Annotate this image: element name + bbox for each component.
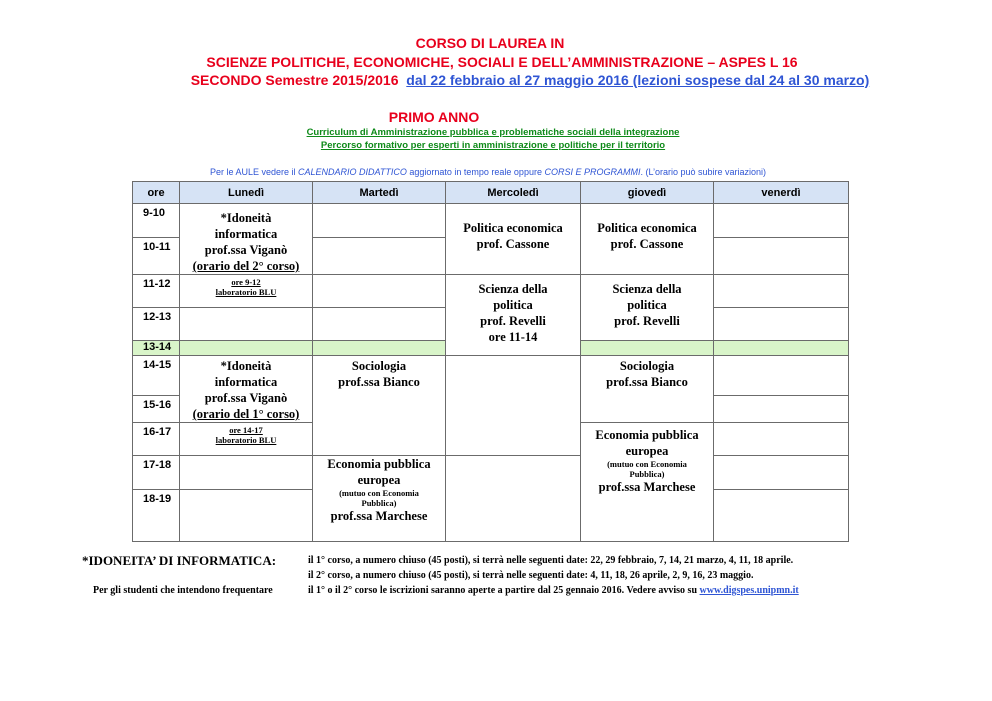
hour-cell: 11-12 <box>133 275 180 308</box>
monday-empty <box>180 490 313 542</box>
table-row <box>133 204 849 238</box>
tuesday-empty <box>313 275 446 308</box>
thursday-economia-pubblica: Economia pubblica europea (mutuo con Economia Pubblica) prof.ssa Marchese <box>581 423 714 542</box>
tuesday-empty <box>313 204 446 238</box>
thursday-scienza-politica: Scienza della politica prof. Revelli <box>581 275 714 341</box>
thursday-sociologia: Sociologia prof.ssa Bianco <box>581 356 714 423</box>
table-header-row <box>133 182 849 204</box>
wednesday-politica-economica: Politica economica prof. Cassone <box>446 204 581 275</box>
friday-empty <box>714 395 849 422</box>
thursday-empty <box>581 341 714 356</box>
monday-pm-course: *Idoneità informatica prof.ssa Viganò (orario del 1° corso) <box>180 356 313 423</box>
monday-am-course: *Idoneità informatica prof.ssa Viganò (orario del 2° corso) <box>180 204 313 275</box>
friday-empty <box>714 308 849 341</box>
footer-title: *IDONEITA’ DI INFORMATICA: <box>82 553 277 568</box>
col-header-monday: Lunedì <box>180 182 313 204</box>
friday-empty <box>714 423 849 456</box>
footer-registration-note: il 1° o il 2° corso le iscrizioni saranno aperte a partire dal 25 gennaio 2016. Vedere avviso su www.digspes.unipmn.it <box>308 585 799 596</box>
hour-cell: 17-18 <box>133 456 180 490</box>
friday-empty <box>714 456 849 490</box>
website-link[interactable]: www.digspes.unipmn.it <box>699 585 799 596</box>
col-header-friday: venerdì <box>714 182 849 204</box>
hour-cell: 18-19 <box>133 490 180 542</box>
footer-first-course: il 1° corso, a numero chiuso (45 posti), si terrà nelle seguenti date: 22, 29 febbraio, 7, 14, 21 marzo, 4, 11, 18 aprile. <box>308 555 794 566</box>
curriculum-line: Curriculum di Amministrazione pubblica e problematiche sociali della integrazione <box>306 127 680 138</box>
friday-empty <box>714 275 849 308</box>
hour-cell: 15-16 <box>133 395 180 422</box>
semester-label: SECONDO Semestre 2015/2016 <box>190 72 399 88</box>
hour-cell: 13-14 <box>133 341 180 356</box>
wednesday-scienza-politica: Scienza della politica prof. Revelli ore 11-14 <box>446 275 581 356</box>
monday-pm-note: ore 14-17 laboratorio BLU <box>180 423 313 456</box>
wednesday-empty <box>446 356 581 456</box>
course-name: SCIENZE POLITICHE, ECONOMICHE, SOCIALI E DELL’AMMINISTRAZIONE – ASPES L 16 <box>206 54 798 70</box>
friday-empty <box>714 490 849 542</box>
wednesday-empty <box>446 456 581 542</box>
course-title: CORSO DI LAUREA IN <box>415 35 565 51</box>
friday-empty <box>714 341 849 356</box>
monday-empty <box>180 341 313 356</box>
tuesday-economia-pubblica: Economia pubblica europea (mutuo con Economia Pubblica) prof.ssa Marchese <box>313 456 446 542</box>
friday-empty <box>714 238 849 275</box>
col-header-thursday: giovedì <box>581 182 714 204</box>
hour-cell: 9-10 <box>133 204 180 238</box>
thursday-politica-economica: Politica economica prof. Cassone <box>581 204 714 275</box>
semester-dates: dal 22 febbraio al 27 maggio 2016 (lezioni sospese dal 24 al 30 marzo) <box>406 72 870 88</box>
table-row <box>133 456 849 490</box>
table-row <box>133 356 849 396</box>
hour-cell: 12-13 <box>133 308 180 341</box>
col-header-tuesday: Martedì <box>313 182 446 204</box>
tuesday-empty <box>313 341 446 356</box>
friday-empty <box>714 204 849 238</box>
hour-cell: 10-11 <box>133 238 180 275</box>
col-header-hours: ore <box>133 182 180 204</box>
tuesday-empty <box>313 238 446 275</box>
year-title: PRIMO ANNO <box>388 109 480 125</box>
footer-second-course: il 2° corso, a numero chiuso (45 posti), si terrà nelle seguenti date: 4, 11, 18, 26 aprile, 2, 9, 16, 23 maggio. <box>308 570 754 581</box>
tuesday-sociologia: Sociologia prof.ssa Bianco <box>313 356 446 456</box>
footer-students-note: Per gli studenti che intendono frequentare <box>93 585 273 596</box>
table-row <box>133 275 849 308</box>
monday-empty <box>180 308 313 341</box>
timetable <box>132 181 849 542</box>
semester-line <box>34 72 992 88</box>
tuesday-empty <box>313 308 446 341</box>
col-header-wednesday: Mercoledì <box>446 182 581 204</box>
hour-cell: 14-15 <box>133 356 180 396</box>
monday-empty <box>180 456 313 490</box>
course-path-line: Percorso formativo per esperti in amministrazione e politiche per il territorio <box>320 140 666 151</box>
monday-am-note: ore 9-12 laboratorio BLU <box>180 275 313 308</box>
hour-cell: 16-17 <box>133 423 180 456</box>
friday-empty <box>714 356 849 396</box>
classroom-note: Per le AULE vedere il CALENDARIO DIDATTICO aggiornato in tempo reale oppure CORSI E PROGRAMMI. (L’orario può subire variazioni) <box>209 167 767 177</box>
